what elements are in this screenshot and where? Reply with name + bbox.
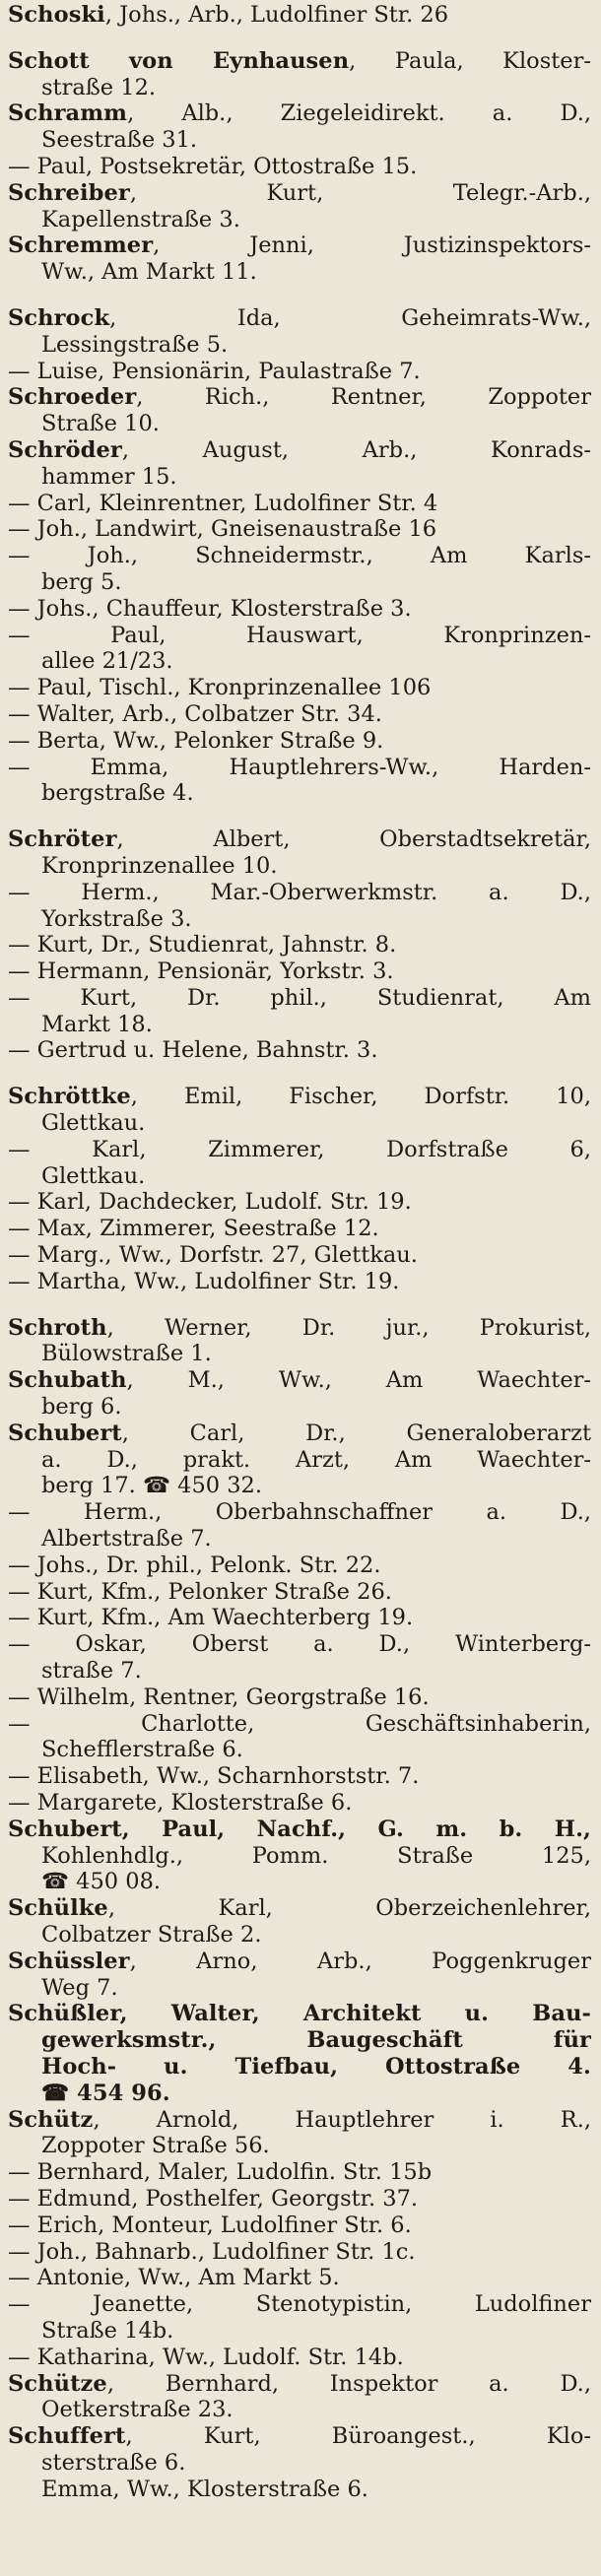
directory-entry bbox=[8, 1579, 591, 1606]
directory-entry bbox=[8, 755, 591, 808]
entry-first-line: Schütze, Bernhard, Inspektor a. D., bbox=[8, 2370, 591, 2397]
directory-entry bbox=[8, 2423, 591, 2477]
entry-continuation-line: hammer 15. bbox=[41, 463, 177, 490]
entry-continuation-line: Lessingstraße 5. bbox=[41, 331, 229, 358]
entry-first-line: — Elisabeth, Ww., Scharnhorststr. 7. bbox=[8, 1763, 420, 1790]
entry-first-line: — Margarete, Klosterstraße 6. bbox=[8, 1790, 353, 1816]
directory-entry bbox=[8, 154, 591, 180]
entry-first-line: — Erich, Monteur, Ludolfiner Str. 6. bbox=[8, 2212, 412, 2238]
directory-entry bbox=[8, 437, 591, 491]
directory-entry bbox=[8, 1605, 591, 1631]
entry-continuation-line: berg 5. bbox=[41, 568, 122, 595]
directory-entry bbox=[8, 1949, 591, 2002]
directory-entry bbox=[8, 2239, 591, 2266]
entry-first-line: — Edmund, Posthelfer, Georgstr. 37. bbox=[8, 2185, 419, 2212]
entry-first-line: — Karl, Dachdecker, Ludolf. Str. 19. bbox=[8, 1189, 412, 1216]
entry-continuation-line: bergstraße 4. bbox=[41, 780, 194, 807]
entry-first-line: — Johs., Dr. phil., Pelonk. Str. 22. bbox=[8, 1552, 381, 1578]
directory-entry bbox=[8, 1711, 591, 1764]
directory-entry bbox=[8, 2159, 591, 2186]
entry-continuation-line: sterstraße 6. bbox=[41, 2449, 186, 2476]
entry-first-line: — Kurt, Dr. phil., Studienrat, Am bbox=[8, 984, 591, 1011]
directory-entry bbox=[8, 2001, 591, 2106]
entry-continuation-line: Zoppoter Straße 56. bbox=[41, 2133, 270, 2159]
entry-continuation-line: ☎ 454 96. bbox=[41, 2080, 170, 2106]
directory-entry bbox=[8, 491, 591, 517]
entry-first-line: — Johs., Chauffeur, Klosterstraße 3. bbox=[8, 595, 412, 622]
entry-continuation-line: Glettkau. bbox=[41, 1110, 146, 1137]
entry-first-line: — Joh., Schneidermstr., Am Karls- bbox=[8, 543, 591, 569]
entry-first-line: — Katharina, Ww., Ludolf. Str. 14b. bbox=[8, 2344, 404, 2370]
entry-first-line: — Hermann, Pensionär, Yorkstr. 3. bbox=[8, 958, 394, 985]
entry-continuation-line: Hoch- u. Tiefbau, Ottostraße 4. bbox=[41, 2053, 591, 2080]
entry-first-line: — Kurt, Kfm., Am Waechterberg 19. bbox=[8, 1605, 414, 1631]
entry-continuation-line: Kohlenhdlg., Pomm. Straße 125, bbox=[41, 1842, 591, 1869]
entry-continuation-line: Markt 18. bbox=[41, 1011, 153, 1037]
entry-continuation-line: gewerksmstr., Baugeschäft für bbox=[41, 2027, 591, 2054]
entry-continuation-line: Oetkerstraße 23. bbox=[41, 2397, 234, 2423]
entry-first-line: — Herm., Oberbahnschaffner a. D., bbox=[8, 1499, 591, 1526]
directory-entry bbox=[8, 1037, 591, 1064]
entry-first-line: — Kurt, Dr., Studienrat, Jahnstr. 8. bbox=[8, 932, 397, 958]
entry-first-line: — Herm., Mar.-Oberwerkmstr. a. D., bbox=[8, 879, 591, 905]
directory-entry bbox=[8, 1315, 591, 1368]
entry-continuation-line: straße 7. bbox=[41, 1658, 142, 1684]
entry-first-line: — Emma, Hauptlehrers-Ww., Harden- bbox=[8, 754, 591, 780]
directory-entry bbox=[8, 359, 591, 385]
directory-entry bbox=[8, 1242, 591, 1269]
entry-first-line: — Luise, Pensionärin, Paulastraße 7. bbox=[8, 358, 421, 384]
directory-entry bbox=[8, 180, 591, 233]
entry-first-line: — Paul, Hauswart, Kronprinzen- bbox=[8, 622, 591, 648]
entry-first-line: — Joh., Landwirt, Gneisenaustraße 16 bbox=[8, 516, 437, 543]
entry-first-line: — Bernhard, Maler, Ludolfin. Str. 15b bbox=[8, 2159, 433, 2186]
directory-entry bbox=[8, 2345, 591, 2371]
entry-first-line: Schrock, Ida, Geheimrats-Ww., bbox=[8, 304, 591, 331]
entry-first-line: — Karl, Zimmerer, Dorfstraße 6, bbox=[8, 1136, 591, 1162]
entry-continuation-line: Emma, Ww., Klosterstraße 6. bbox=[41, 2476, 368, 2502]
directory-entry bbox=[8, 1816, 591, 1895]
entry-first-line: — Charlotte, Geschäftsinhaberin, bbox=[8, 1710, 591, 1737]
entry-continuation-line: straße 12. bbox=[41, 74, 157, 100]
directory-entry bbox=[8, 1420, 591, 1499]
entry-continuation-line: Weg 7. bbox=[41, 1974, 118, 2001]
directory-entry bbox=[8, 543, 591, 596]
directory-entry bbox=[8, 596, 591, 623]
directory-entry bbox=[8, 2213, 591, 2239]
directory-entry bbox=[8, 1790, 591, 1816]
entry-continuation-line: Schefflerstraße 6. bbox=[41, 1737, 243, 1763]
entry-first-line: — Jeanette, Stenotypistin, Ludolfiner bbox=[8, 2291, 591, 2318]
entry-first-line: — Gertrud u. Helene, Bahnstr. 3. bbox=[8, 1037, 378, 1064]
entry-continuation-line: Colbatzer Straße 2. bbox=[41, 1921, 262, 1948]
entry-first-line: Schramm, Alb., Ziegeleidirekt. a. D., bbox=[8, 100, 591, 127]
entry-first-line: Schott von Eynhausen, Paula, Kloster- bbox=[8, 47, 591, 74]
directory-entry bbox=[8, 2265, 591, 2291]
directory-entry bbox=[8, 2, 591, 29]
entry-first-line: Schuffert, Kurt, Büroangest., Klo- bbox=[8, 2423, 591, 2450]
directory-entry bbox=[8, 958, 591, 985]
entry-first-line: — Carl, Kleinrentner, Ludolfiner Str. 4 bbox=[8, 490, 438, 516]
directory-entry bbox=[8, 2291, 591, 2345]
directory-entry bbox=[8, 305, 591, 359]
directory-entry bbox=[8, 48, 591, 101]
entry-first-line: — Oskar, Oberst a. D., Winterberg- bbox=[8, 1631, 591, 1658]
entry-first-line: Schreiber, Kurt, Telegr.-Arb., bbox=[8, 179, 591, 206]
entry-first-line: Schütz, Arnold, Hauptlehrer i. R., bbox=[8, 2106, 591, 2133]
entry-first-line: — Wilhelm, Rentner, Georgstraße 16. bbox=[8, 1684, 430, 1710]
entry-continuation-line: Seestraße 31. bbox=[41, 127, 198, 154]
entry-continuation-line: Albertstraße 7. bbox=[41, 1526, 212, 1552]
entry-first-line: Schüßler, Walter, Architekt u. Bau- bbox=[8, 2001, 591, 2027]
entry-continuation-line: Yorkstraße 3. bbox=[41, 905, 192, 932]
entry-first-line: Schubert, Paul, Nachf., G. m. b. H., bbox=[8, 1816, 591, 1842]
directory-entry bbox=[8, 516, 591, 543]
entry-first-line: — Berta, Ww., Pelonker Straße 9. bbox=[8, 727, 384, 754]
entry-first-line: — Martha, Ww., Ludolfiner Str. 19. bbox=[8, 1268, 400, 1294]
directory-entry bbox=[8, 1684, 591, 1711]
directory-entry bbox=[8, 985, 591, 1038]
entry-continuation-line: Kronprinzenallee 10. bbox=[41, 852, 278, 879]
entry-first-line: Schubath, M., Ww., Am Waechter- bbox=[8, 1367, 591, 1394]
entry-first-line: — Paul, Postsekretär, Ottostraße 15. bbox=[8, 153, 418, 179]
directory-entry bbox=[8, 1084, 591, 1137]
entry-first-line: — Paul, Tischl., Kronprinzenallee 106 bbox=[8, 675, 432, 701]
entry-continuation-line: Straße 10. bbox=[41, 411, 160, 437]
directory-entry bbox=[8, 2477, 591, 2503]
entry-first-line: Schremmer, Jenni, Justizinspektors- bbox=[8, 232, 591, 259]
directory-entry bbox=[8, 1631, 591, 1684]
directory-entry bbox=[8, 384, 591, 437]
directory-entry bbox=[8, 623, 591, 676]
entry-continuation-line: berg 17. ☎ 450 32. bbox=[41, 1473, 263, 1499]
entry-continuation-line: berg 6. bbox=[41, 1394, 122, 1420]
entry-continuation-line: Kapellenstraße 3. bbox=[41, 206, 240, 232]
directory-entry bbox=[8, 1189, 591, 1216]
entry-first-line: — Kurt, Kfm., Pelonker Straße 26. bbox=[8, 1578, 392, 1605]
directory-entry bbox=[8, 1552, 591, 1579]
directory-entry bbox=[8, 701, 591, 728]
entry-first-line: Schülke, Karl, Oberzeichenlehrer, bbox=[8, 1895, 591, 1922]
directory-entry bbox=[8, 1367, 591, 1420]
entry-continuation-line: Glettkau. bbox=[41, 1162, 146, 1189]
directory-entry bbox=[8, 232, 591, 286]
directory-entry bbox=[8, 2371, 591, 2424]
entry-first-line: Schröttke, Emil, Fischer, Dorfstr. 10, bbox=[8, 1084, 591, 1110]
entry-continuation-line: a. D., prakt. Arzt, Am Waechter- bbox=[41, 1446, 591, 1473]
entry-first-line: Schoski, Johs., Arb., Ludolfiner Str. 26 bbox=[8, 2, 449, 28]
directory-entry bbox=[8, 1763, 591, 1790]
directory-entry bbox=[8, 932, 591, 958]
entry-first-line: Schroth, Werner, Dr. jur., Prokurist, bbox=[8, 1314, 591, 1341]
entry-first-line: — Walter, Arb., Colbatzer Str. 34. bbox=[8, 700, 382, 727]
entry-continuation-line: allee 21/23. bbox=[41, 648, 173, 675]
directory-entry bbox=[8, 728, 591, 755]
entry-first-line: — Antonie, Ww., Am Markt 5. bbox=[8, 2265, 340, 2291]
directory-entry bbox=[8, 675, 591, 701]
entry-first-line: Schroeder, Rich., Rentner, Zoppoter bbox=[8, 384, 591, 411]
entry-continuation-line: Ww., Am Markt 11. bbox=[41, 259, 257, 286]
directory-entry bbox=[8, 1895, 591, 1949]
entry-first-line: Schüssler, Arno, Arb., Poggenkruger bbox=[8, 1948, 591, 1974]
directory-entry bbox=[8, 1216, 591, 1242]
entry-first-line: — Max, Zimmerer, Seestraße 12. bbox=[8, 1216, 379, 1242]
directory-entry bbox=[8, 2107, 591, 2160]
directory-entry bbox=[8, 880, 591, 933]
entry-first-line: Schröder, August, Arb., Konrads- bbox=[8, 436, 591, 463]
entry-continuation-line: Bülowstraße 1. bbox=[41, 1341, 212, 1367]
directory-entry bbox=[8, 2186, 591, 2213]
entry-first-line: Schubert, Carl, Dr., Generaloberarzt bbox=[8, 1420, 591, 1446]
directory-entry bbox=[8, 826, 591, 880]
entry-continuation-line: Straße 14b. bbox=[41, 2317, 174, 2344]
entry-first-line: Schröter, Albert, Oberstadtsekretär, bbox=[8, 826, 591, 853]
directory-entry bbox=[8, 1269, 591, 1295]
entry-first-line: — Marg., Ww., Dorfstr. 27, Glettkau. bbox=[8, 1242, 418, 1269]
entry-first-line: — Joh., Bahnarb., Ludolfiner Str. 1c. bbox=[8, 2238, 416, 2265]
entry-continuation-line: ☎ 450 08. bbox=[41, 1869, 162, 1895]
directory-entry bbox=[8, 100, 591, 154]
directory-entry bbox=[8, 1137, 591, 1190]
directory-entry bbox=[8, 1499, 591, 1552]
